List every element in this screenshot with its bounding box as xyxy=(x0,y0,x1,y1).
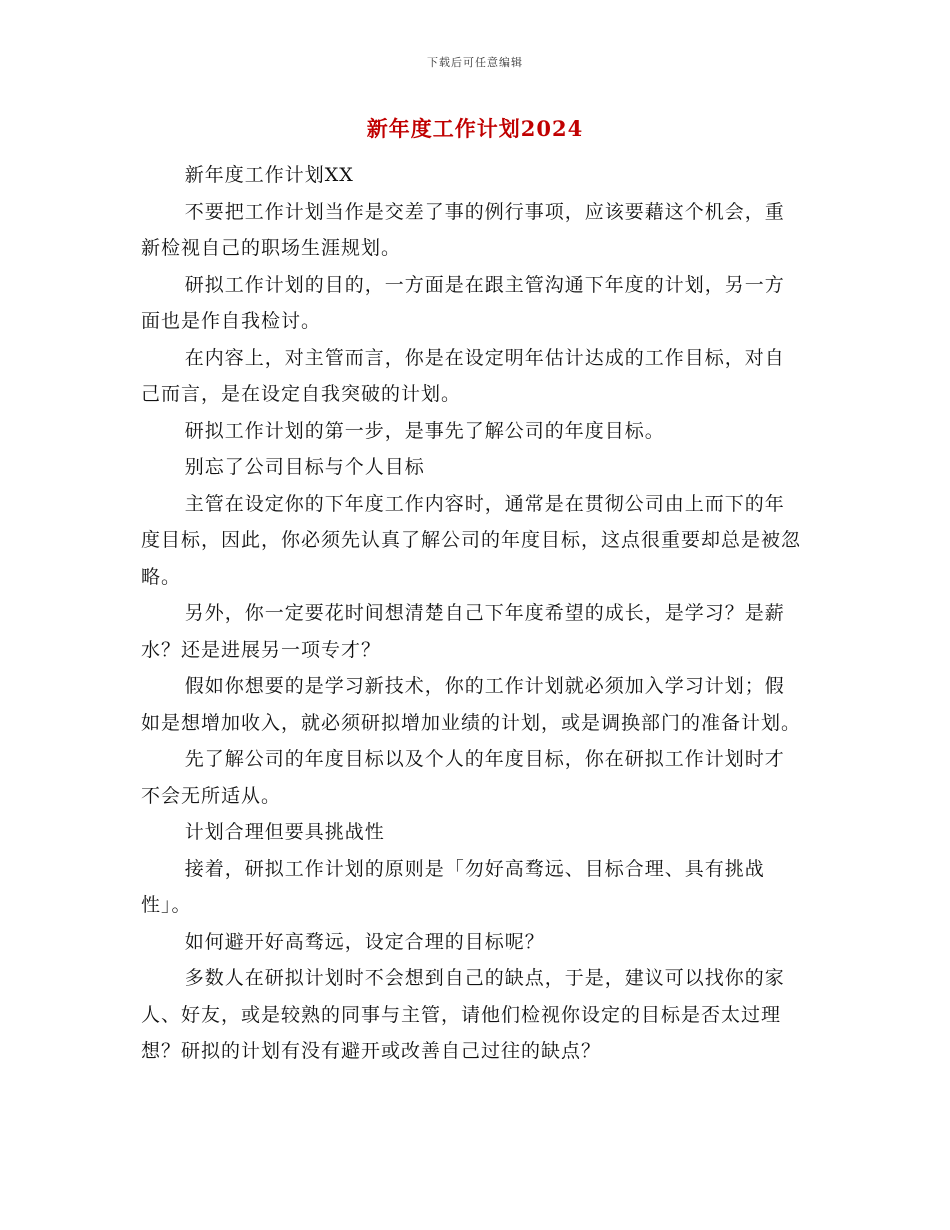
paragraph: 如何避开好高骛远，设定合理的目标呢？ xyxy=(184,930,545,953)
paragraph: 主管在设定你的下年度工作内容时，通常是在贯彻公司由上而下的年度目标，因此，你必须先认真了解公司的年度目标，这点很重要却总是被忽略。 xyxy=(141,492,802,588)
document-title: 新年度工作计划2024 xyxy=(366,116,584,141)
paragraph: 研拟工作计划的目的，一方面是在跟主管沟通下年度的计划，另一方面也是作自我检讨。 xyxy=(141,273,785,332)
paragraph: 接着，研拟工作计划的原则是「勿好高骛远、目标合理、具有挑战性」。 xyxy=(141,857,765,916)
paragraph-subtitle: 新年度工作计划XX xyxy=(184,164,354,186)
paragraph: 多数人在研拟计划时不会想到自己的缺点，于是，建议可以找你的家人、好友，或是较熟的同事与主管，请他们检视你设定的目标是否太过理想？研拟的计划有没有避开或改善自己过往的缺点？ xyxy=(141,967,785,1062)
section-heading: 别忘了公司目标与个人目标 xyxy=(184,456,425,478)
paragraph: 另外，你一定要花时间想清楚自己下年度希望的成长，是学习？是薪水？还是进展另一项专才？ xyxy=(141,602,785,661)
paragraph: 研拟工作计划的第一步，是事先了解公司的年度目标。 xyxy=(184,419,665,442)
paragraph: 假如你想要的是学习新技术，你的工作计划就必须加入学习计划；假如是想增加收入，就必须研拟增加业绩的计划，或是调换部门的准备计划。 xyxy=(141,675,802,734)
document-body xyxy=(141,157,801,1070)
paragraph: 在内容上，对主管而言，你是在设定明年估计达成的工作目标，对自己而言，是在设定自我突破的计划。 xyxy=(141,346,785,405)
paragraph: 不要把工作计划当作是交差了事的例行事项，应该要藉这个机会，重新检视自己的职场生涯规划。 xyxy=(141,200,785,259)
paragraph: 先了解公司的年度目标以及个人的年度目标，你在研拟工作计划时才不会无所适从。 xyxy=(141,748,785,807)
section-heading: 计划合理但要具挑战性 xyxy=(184,821,385,843)
page-header-note: 下载后可任意编辑 xyxy=(427,56,523,69)
